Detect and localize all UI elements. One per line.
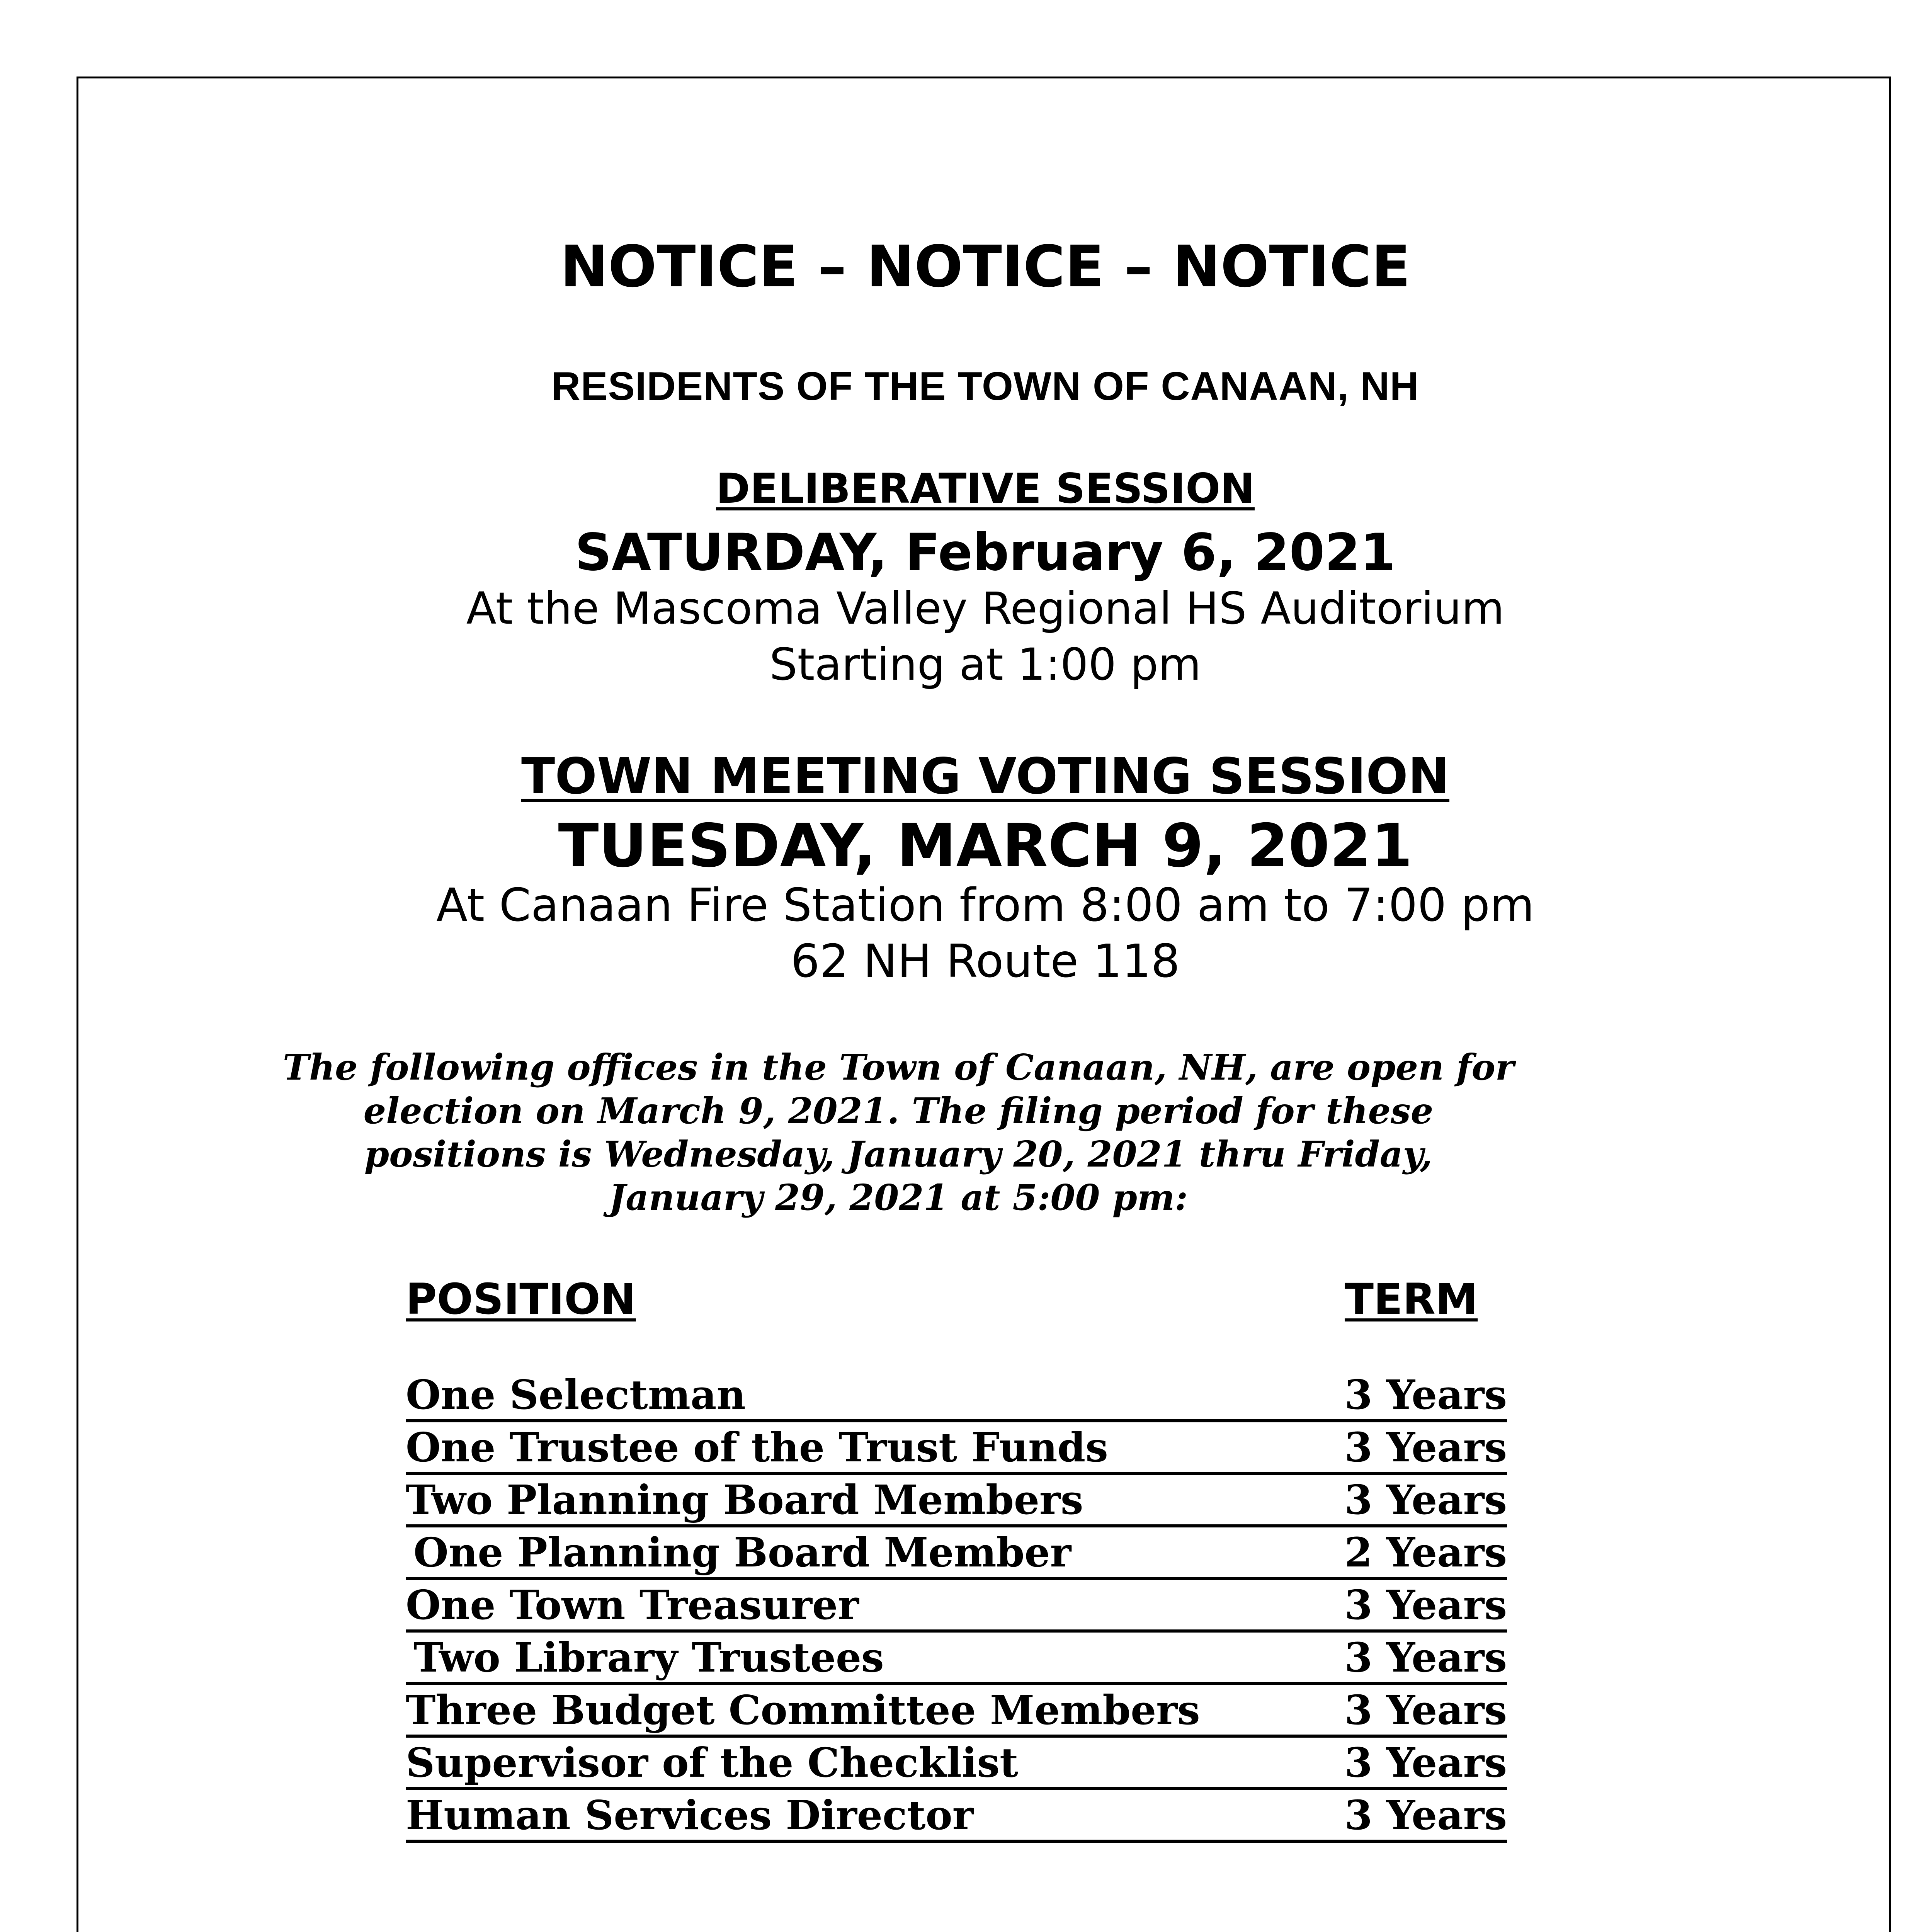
position-term: 3 Years xyxy=(1344,1581,1507,1629)
position-name: Supervisor of the Checklist xyxy=(406,1739,1019,1786)
table-row xyxy=(406,1790,1507,1843)
voting-date: TUESDAY, MARCH 9, 2021 xyxy=(558,811,1413,881)
position-name: One Trustee of the Trust Funds xyxy=(406,1423,1108,1471)
voting-address: 62 NH Route 118 xyxy=(791,934,1180,988)
position-name: One Planning Board Member xyxy=(413,1529,1071,1576)
deliberative-time: Starting at 1:00 pm xyxy=(769,639,1201,690)
intro-line: positions is Wednesday, January 20, 2021 thru Friday, xyxy=(364,1133,1433,1175)
position-name: Human Services Director xyxy=(406,1791,974,1839)
term-column-header: TERM xyxy=(1345,1274,1478,1324)
position-column-header: POSITION xyxy=(406,1274,636,1324)
intro-line: The following offices in the Town of Canaan, NH, are open for xyxy=(282,1046,1514,1088)
intro-line: election on March 9, 2021. The filing period for these xyxy=(363,1090,1434,1132)
position-name: Two Planning Board Members xyxy=(406,1476,1083,1524)
position-term: 2 Years xyxy=(1344,1529,1507,1576)
deliberative-date: SATURDAY, February 6, 2021 xyxy=(575,523,1396,582)
table-row xyxy=(406,1370,1507,1422)
table-row xyxy=(406,1738,1507,1790)
table-row xyxy=(406,1527,1507,1580)
table-row xyxy=(406,1580,1507,1633)
position-term: 3 Years xyxy=(1344,1791,1507,1839)
position-name: One Selectman xyxy=(406,1371,746,1418)
residents-subtitle: RESIDENTS OF THE TOWN OF CANAAN, NH xyxy=(551,364,1419,409)
position-term: 3 Years xyxy=(1344,1476,1507,1524)
deliberative-location: At the Mascoma Valley Regional HS Auditorium xyxy=(466,583,1505,634)
voting-location: At Canaan Fire Station from 8:00 am to 7:00 pm xyxy=(436,878,1534,932)
notice-title: NOTICE – NOTICE – NOTICE xyxy=(560,233,1411,300)
position-name: Two Library Trustees xyxy=(413,1634,884,1681)
position-term: 3 Years xyxy=(1344,1423,1507,1471)
position-name: Three Budget Committee Members xyxy=(406,1686,1200,1734)
intro-line: January 29, 2021 at 5:00 pm: xyxy=(609,1177,1188,1218)
voting-heading: TOWN MEETING VOTING SESSION xyxy=(521,748,1450,805)
table-row xyxy=(406,1685,1507,1738)
position-term: 3 Years xyxy=(1344,1739,1507,1786)
position-term: 3 Years xyxy=(1344,1371,1507,1418)
position-term: 3 Years xyxy=(1344,1634,1507,1681)
deliberative-heading: DELIBERATIVE SESSION xyxy=(716,465,1255,512)
position-name: One Town Treasurer xyxy=(406,1581,859,1629)
table-row xyxy=(406,1633,1507,1685)
position-term: 3 Years xyxy=(1344,1686,1507,1734)
table-row xyxy=(406,1422,1507,1475)
table-row xyxy=(406,1475,1507,1527)
